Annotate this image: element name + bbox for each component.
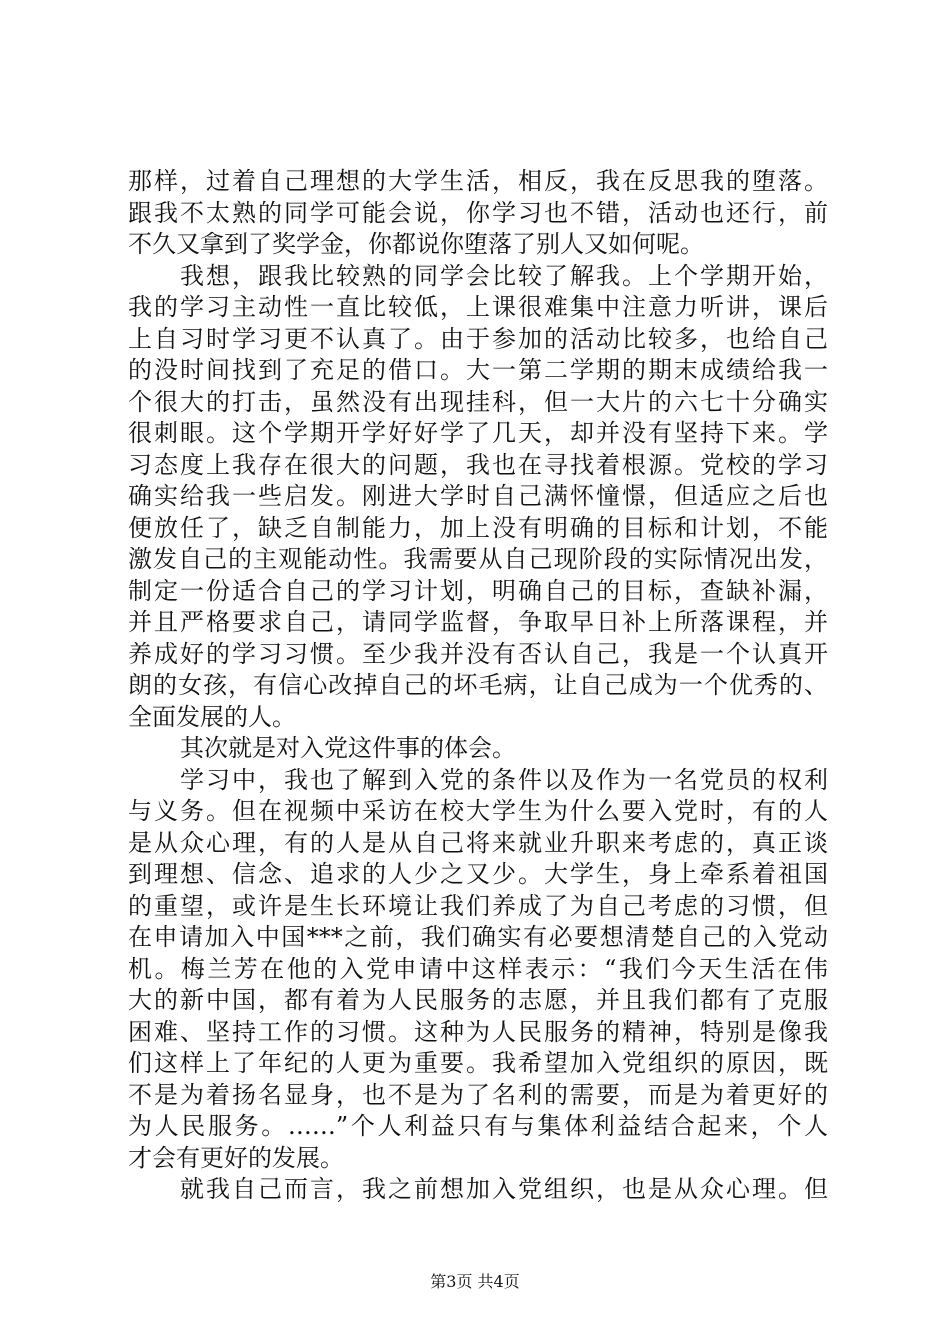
text-line: 机。梅兰芳在他的入党申请中这样表示：“我们今天生活在伟 [128,954,828,983]
text-line: 那样，过着自己理想的大学生活，相反，我在反思我的堕落。 [128,167,828,195]
text-line: 其次就是对入党这件事的体会。 [180,734,516,762]
text-line: 到理想、信念、追求的人少之又少。大学生，身上牵系着祖国 [128,860,828,888]
text-line: 就我自己而言，我之前想加入党组织，也是从众心理。但 [180,1175,828,1203]
text-line: 我的学习主动性一直比较低，上课很难集中注意力听讲，课后 [128,293,828,321]
text-line: 跟我不太熟的同学可能会说，你学习也不错，活动也还行，前 [128,198,828,227]
text-line: 是从众心理，有的人是从自己将来就业升职来考虑的，真正谈 [128,828,828,857]
text-line: 朗的女孩，有信心改掉自己的坏毛病，让自己成为一个优秀的、 [128,671,828,699]
text-line: 个很大的打击，虽然没有出现挂科，但一大片的六七十分确实 [128,387,828,416]
text-line: 激发自己的主观能动性。我需要从自己现阶段的实际情况出发， [128,545,828,573]
text-line: 我想，跟我比较熟的同学会比较了解我。上个学期开始， [180,261,828,290]
text-line: 为人民服务。……”个人利益只有与集体利益结合起来，个人 [128,1112,828,1140]
text-line: 制定一份适合自己的学习计划，明确自己的目标，查缺补漏， [128,576,828,605]
text-line: 的重望，或许是生长环境让我们养成了为自己考虑的习惯，但 [128,891,828,920]
text-line: 不久又拿到了奖学金，你都说你堕落了别人又如何呢。 [128,230,704,258]
text-line: 学习中，我也了解到入党的条件以及作为一名党员的权利 [180,765,828,794]
text-line: 便放任了，缺乏自制能力，加上没有明确的目标和计划，不能 [128,513,828,542]
text-line: 大的新中国，都有着为人民服务的志愿，并且我们都有了克服 [128,986,828,1014]
text-line: 的没时间找到了充足的借口。大一第二学期的期末成绩给我一 [128,356,828,384]
text-line: 与义务。但在视频中采访在校大学生为什么要入党时，有的人 [128,797,828,825]
text-line: 困难、坚持工作的习惯。这种为人民服务的精神，特别是像我 [128,1017,828,1046]
text-line: 习态度上我存在很大的问题，我也在寻找着根源。党校的学习 [128,450,828,479]
text-line: 们这样上了年纪的人更为重要。我希望加入党组织的原因，既 [128,1049,828,1077]
text-line: 很刺眼。这个学期开学好好学了几天，却并没有坚持下来。学 [128,419,828,447]
text-line: 不是为着扬名显身，也不是为了名利的需要，而是为着更好的 [128,1080,828,1109]
text-line: 全面发展的人。 [128,702,296,731]
page-footer: 第3页 共4页 [430,1272,520,1291]
text-line: 才会有更好的发展。 [128,1143,344,1172]
text-line: 养成好的学习习惯。至少我并没有否认自己，我是一个认真开 [128,639,828,668]
text-line: 并且严格要求自己，请同学监督，争取早日补上所落课程，并 [128,608,828,636]
text-line: 确实给我一些启发。刚进大学时自己满怀憧憬，但适应之后也 [128,482,828,510]
text-line: 上自习时学习更不认真了。由于参加的活动比较多，也给自己 [128,324,828,353]
body-text [128,166,828,1206]
text-line: 在申请加入中国***之前，我们确实有必要想清楚自己的入党动 [128,923,828,951]
